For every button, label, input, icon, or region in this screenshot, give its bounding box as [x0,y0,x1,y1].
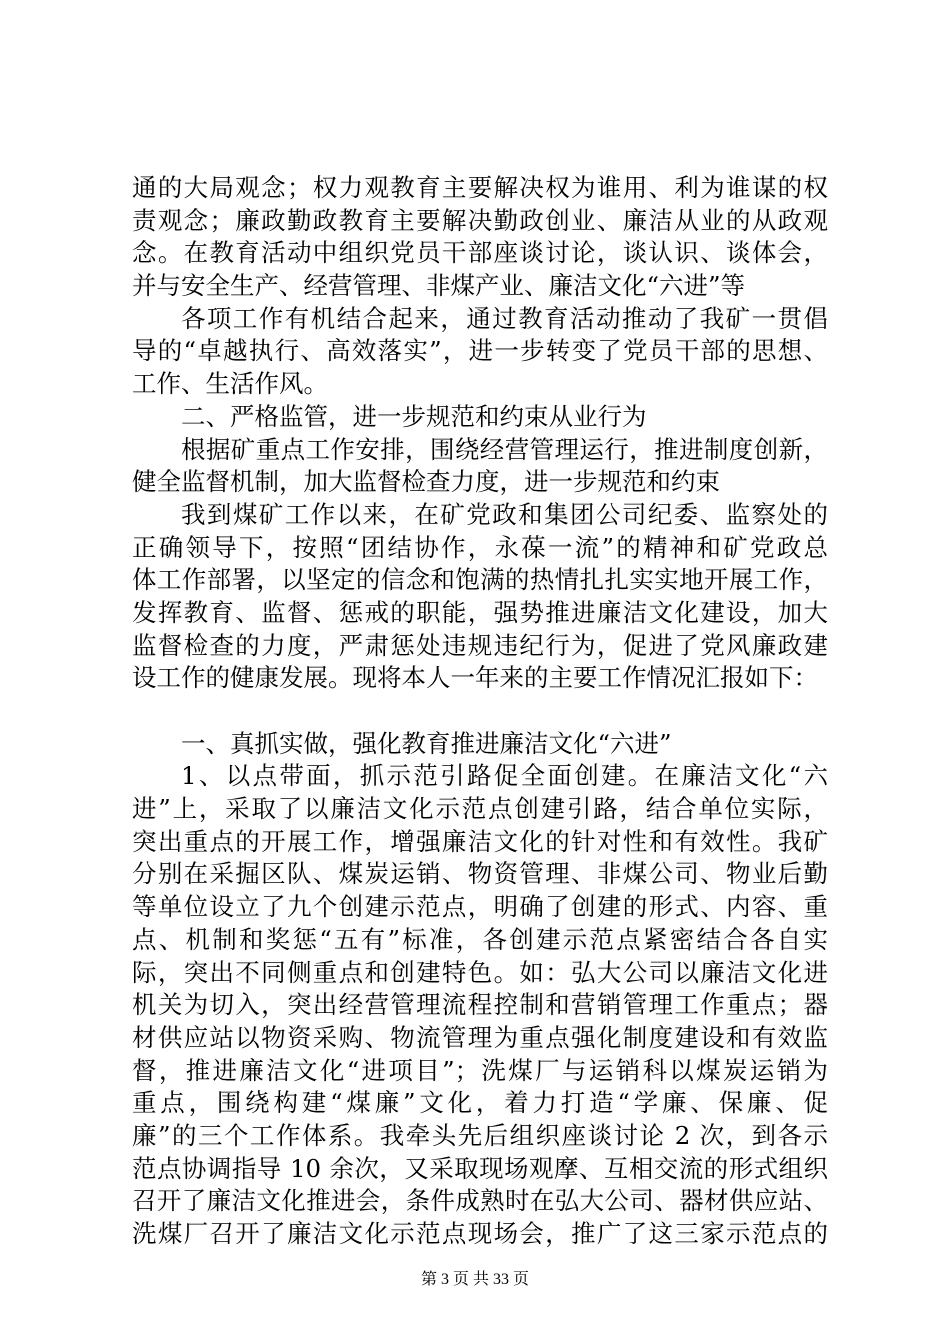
text-line: 工作、生活作风。 [132,369,328,399]
text-line: 重点，围绕构建“煤廉”文化，着力打造“学廉、保廉、促 [132,1088,828,1118]
text-line: 监督检查的力度，严肃惩处违规违纪行为，促进了党风廉政建 [132,630,828,660]
document-body [132,172,828,1251]
text-line: 材供应站以物资采购、物流管理为重点强化制度建设和有效监 [132,1022,828,1052]
text-line: 二、严格监管，进一步规范和约束从业行为 [181,401,647,431]
text-line: 范点协调指导 10 余次，又采取现场观摩、互相交流的形式组织 [132,1153,828,1183]
text-line: 设工作的健康发展。现将本人一年来的主要工作情况汇报如下： [132,663,818,693]
text-line: 并与安全生产、经营管理、非煤产业、廉洁文化“六进”等 [132,271,746,301]
text-line: 廉”的三个工作体系。我牵头先后组织座谈讨论 2 次，到各示 [132,1120,828,1150]
text-line: 念。在教育活动中组织党员干部座谈讨论，谈认识、谈体会， [132,238,828,268]
text-line: 通的大局观念；权力观教育主要解决权为谁用、利为谁谋的权 [132,173,828,202]
text-line: 点、机制和奖惩“五有”标准，各创建示范点紧密结合各自实 [132,924,828,954]
text-line: 责观念；廉政勤政教育主要解决勤政创业、廉洁从业的从政观 [132,205,828,235]
text-line: 体工作部署，以坚定的信念和饱满的热情扎扎实实地开展工作， [132,565,828,595]
blank-line [132,695,828,728]
text-line: 分别在采掘区队、煤炭运销、物资管理、非煤公司、物业后勤 [132,859,828,889]
page-footer: 第 3 页 共 33 页 [420,1271,529,1288]
text-line: 发挥教育、监督、惩戒的职能，强势推进廉洁文化建设，加大 [132,597,828,627]
text-line: 1、以点带面，抓示范引路促全面创建。在廉洁文化“六 [181,761,828,791]
text-line: 正确领导下，按照“团结协作，永葆一流”的精神和矿党政总 [132,532,828,562]
text-line: 召开了廉洁文化推进会，条件成熟时在弘大公司、器材供应站、 [132,1186,828,1216]
text-line: 等单位设立了九个创建示范点，明确了创建的形式、内容、重 [132,892,828,922]
text-line: 导的“卓越执行、高效落实”，进一步转变了党员干部的思想、 [132,336,828,366]
text-line: 各项工作有机结合起来，通过教育活动推动了我矿一贯倡 [181,303,828,333]
text-line: 进”上，采取了以廉洁文化示范点创建引路，结合单位实际， [132,794,828,824]
text-line: 际，突出不同侧重点和创建特色。如：弘大公司以廉洁文化进 [132,957,828,987]
text-line: 健全监督机制，加大监督检查力度，进一步规范和约束 [132,467,720,497]
text-line: 机关为切入，突出经营管理流程控制和营销管理工作重点；器 [132,990,828,1020]
text-line: 我到煤矿工作以来，在矿党政和集团公司纪委、监察处的 [181,499,828,529]
text-line: 洗煤厂召开了廉洁文化示范点现场会，推广了这三家示范点的 [132,1219,828,1248]
text-line: 一、真抓实做，强化教育推进廉洁文化“六进” [181,728,672,758]
text-line: 突出重点的开展工作，增强廉洁文化的针对性和有效性。我矿 [132,826,828,856]
text-line: 根据矿重点工作安排，围绕经营管理运行，推进制度创新， [181,434,828,464]
text-line: 督，推进廉洁文化“进项目”；洗煤厂与运销科以煤炭运销为 [132,1055,828,1085]
